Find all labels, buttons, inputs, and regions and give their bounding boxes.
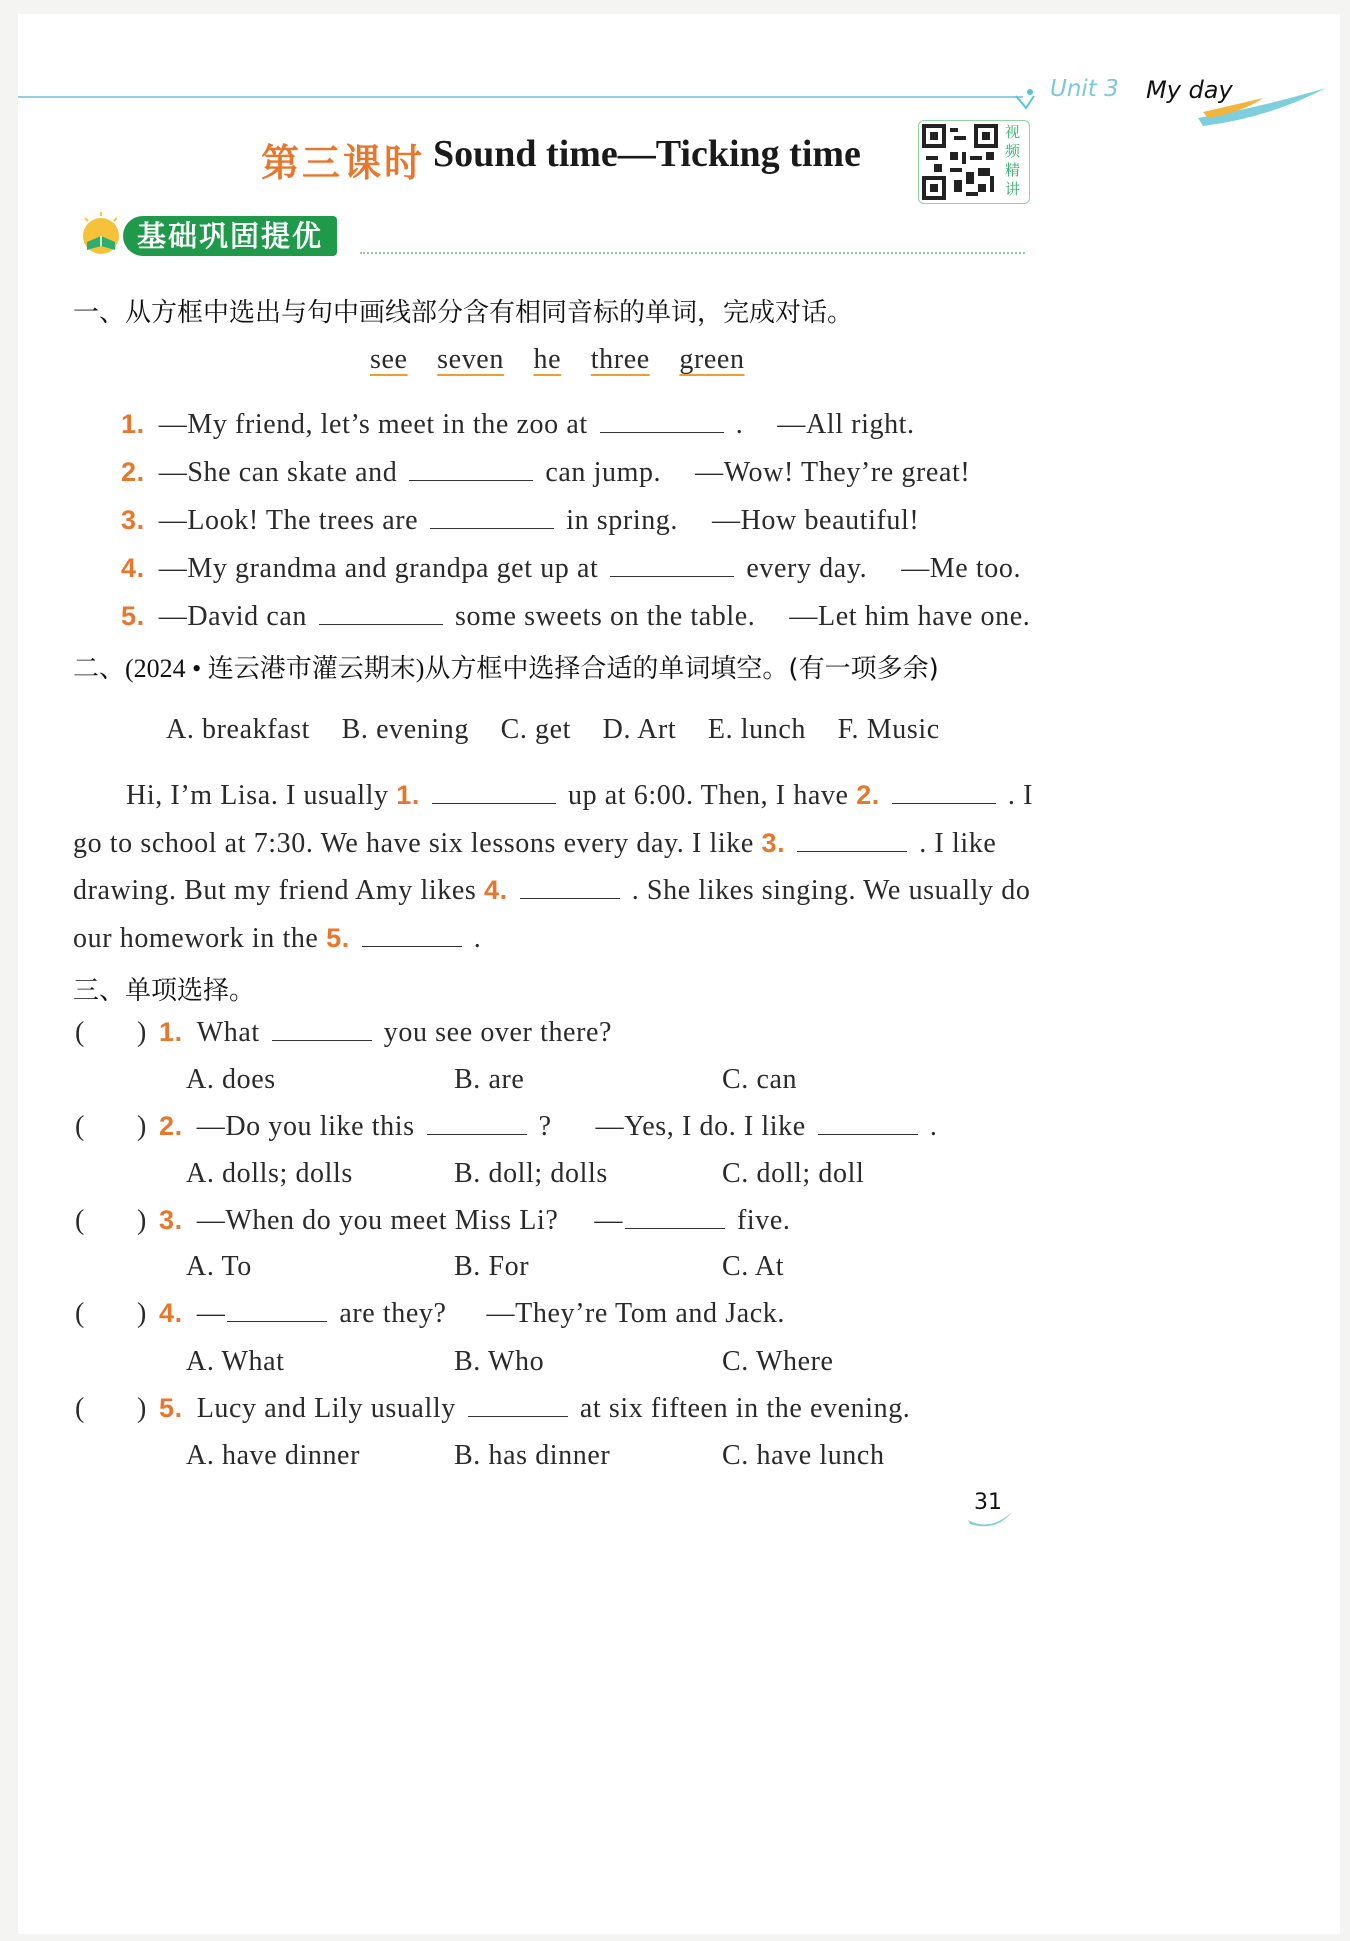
mcq-2-option-a[interactable]: A. dolls; dolls — [186, 1158, 353, 1189]
option-f: F. Music — [837, 714, 940, 745]
answer-paren[interactable]: ( ) — [75, 1111, 147, 1142]
question-text: you see over there? — [383, 1017, 613, 1048]
item-prompt-end: in spring. — [566, 505, 678, 536]
item-number: 2. — [121, 457, 145, 487]
passage-text: Hi, I’m Lisa. I usually — [126, 780, 389, 811]
item-response: —All right. — [777, 409, 915, 440]
answer-blank[interactable] — [625, 1206, 725, 1229]
word-green: green — [679, 344, 745, 375]
item-prompt: —She can skate and — [158, 457, 398, 488]
answer-blank-4[interactable] — [520, 876, 620, 899]
item-response: —Wow! They’re great! — [695, 457, 971, 488]
question-number: 3. — [159, 1205, 183, 1235]
unit-label: Unit 3 — [1050, 76, 1119, 102]
answer-paren[interactable]: ( ) — [75, 1205, 147, 1236]
question-number: 2. — [159, 1111, 183, 1141]
item-prompt-end: some sweets on the table. — [455, 601, 756, 632]
item-prompt: —David can — [158, 601, 308, 632]
word-box — [370, 344, 745, 376]
mcq-1-option-a[interactable]: A. does — [186, 1064, 276, 1095]
passage-text: up at 6:00. Then, I have — [567, 780, 849, 811]
mcq-1-option-b[interactable]: B. are — [454, 1064, 525, 1095]
lesson-label: 第三课时 — [261, 143, 426, 185]
answer-blank-5[interactable] — [362, 924, 462, 947]
question-text: What — [196, 1017, 260, 1048]
qr-code-icon — [922, 124, 998, 200]
mcq-3-option-a[interactable]: A. To — [186, 1251, 252, 1282]
passage-line-1 — [126, 780, 1033, 812]
question-text: — — [196, 1298, 226, 1329]
question-text: are they? — [339, 1298, 447, 1329]
blank-number: 3. — [761, 828, 786, 858]
question-text: —When do you meet Miss Li? — [196, 1205, 559, 1236]
question-text: at six fifteen in the evening. — [579, 1393, 911, 1424]
answer-blank[interactable] — [600, 410, 724, 433]
answer-blank[interactable] — [227, 1299, 327, 1322]
qr-code[interactable] — [918, 120, 1030, 204]
question-number: 1. — [159, 1017, 183, 1047]
item-prompt-end: . — [735, 409, 744, 440]
item-number: 1. — [121, 409, 145, 439]
qr-side-text: 视 频 精 讲 — [1005, 123, 1021, 198]
response-text: — — [594, 1205, 623, 1236]
answer-paren[interactable]: ( ) — [75, 1298, 147, 1329]
mcq-3 — [75, 1205, 791, 1237]
answer-blank[interactable] — [409, 458, 533, 481]
section3-heading: 三、单项选择。 — [73, 976, 256, 1006]
mcq-1-option-c[interactable]: C. can — [722, 1064, 798, 1095]
mcq-5-option-c[interactable]: C. have lunch — [722, 1440, 885, 1471]
option-a: A. breakfast — [166, 714, 311, 745]
page-title: Sound time—Ticking time — [433, 133, 861, 175]
item-number: 5. — [121, 601, 145, 631]
item-response: —Let him have one. — [789, 601, 1031, 632]
question-text: —Do you like this — [196, 1111, 415, 1142]
answer-blank[interactable] — [319, 602, 443, 625]
passage-text: . She likes singing. We usually do — [631, 875, 1031, 906]
answer-blank-2[interactable] — [892, 781, 996, 804]
item-response: —How beautiful! — [712, 505, 920, 536]
answer-blank[interactable] — [427, 1112, 527, 1135]
header-rule — [18, 96, 1023, 98]
item-number: 3. — [121, 505, 145, 535]
passage-line-2 — [73, 828, 996, 860]
passage-text: . — [473, 923, 482, 954]
answer-blank[interactable] — [272, 1018, 372, 1041]
page-number: 31 — [974, 1490, 1002, 1515]
s1-item-5 — [121, 601, 1030, 633]
item-prompt: —My friend, let’s meet in the zoo at — [158, 409, 588, 440]
response-text: —Yes, I do. I like — [595, 1111, 806, 1142]
passage-text: go to school at 7:30. We have six lessons every day. I like — [73, 828, 754, 859]
answer-blank-1[interactable] — [432, 781, 556, 804]
mcq-4-option-c[interactable]: C. Where — [722, 1346, 834, 1377]
passage-line-4 — [73, 923, 481, 955]
banner-label: 基础巩固提优 — [123, 216, 337, 256]
mcq-5 — [75, 1393, 910, 1425]
passage-text: drawing. But my friend Amy likes — [73, 875, 477, 906]
passage-text: . I — [1007, 780, 1034, 811]
blank-number: 1. — [396, 780, 420, 810]
answer-blank[interactable] — [610, 554, 734, 577]
page-corner-swoosh-icon — [966, 1510, 1016, 1532]
mcq-5-option-b[interactable]: B. has dinner — [454, 1440, 611, 1471]
word-he: he — [533, 344, 562, 375]
item-prompt-end: can jump. — [545, 457, 662, 488]
section2-source: 二、(2024 • 连云港市灌云期末) — [73, 654, 425, 683]
mcq-3-option-b[interactable]: B. For — [454, 1251, 530, 1282]
item-prompt: —Look! The trees are — [158, 505, 419, 536]
word-three: three — [590, 344, 650, 375]
blank-number: 5. — [326, 923, 350, 953]
item-prompt-end: every day. — [746, 553, 868, 584]
response-text: —They’re Tom and Jack. — [486, 1298, 785, 1329]
mcq-4-option-b[interactable]: B. Who — [454, 1346, 545, 1377]
option-box — [166, 714, 940, 746]
item-response: —Me too. — [901, 553, 1022, 584]
section-banner — [73, 216, 358, 256]
mcq-1 — [75, 1017, 612, 1049]
option-b: B. evening — [341, 714, 469, 745]
option-c: C. get — [500, 714, 572, 745]
mcq-2-option-c[interactable]: C. doll; doll — [722, 1158, 865, 1189]
mcq-3-option-c[interactable]: C. At — [722, 1251, 785, 1282]
item-number: 4. — [121, 553, 145, 583]
section2-heading — [73, 648, 939, 685]
answer-blank[interactable] — [468, 1394, 568, 1417]
word-seven: seven — [437, 344, 504, 375]
passage-line-3 — [73, 875, 1030, 907]
item-prompt: —My grandma and grandpa get up at — [158, 553, 599, 584]
response-text: . — [929, 1111, 938, 1142]
question-number: 5. — [159, 1393, 183, 1423]
mcq-4-option-a[interactable]: A. What — [186, 1346, 285, 1377]
word-see: see — [370, 344, 408, 375]
worksheet-page — [18, 14, 1340, 1934]
question-number: 4. — [159, 1298, 183, 1328]
option-d: D. Art — [602, 714, 677, 745]
section1-heading: 一、从方框中选出与句中画线部分含有相同音标的单词，完成对话。 — [73, 298, 854, 328]
blank-number: 2. — [856, 780, 880, 810]
s1-item-2 — [121, 457, 970, 489]
passage-text: . I like — [919, 828, 997, 859]
mcq-5-option-a[interactable]: A. have dinner — [186, 1440, 361, 1471]
mcq-2 — [75, 1111, 937, 1143]
question-text: ? — [538, 1111, 552, 1142]
answer-paren[interactable]: ( ) — [75, 1393, 147, 1424]
s1-item-3 — [121, 505, 919, 537]
section2-instruction: 从方框中选择合适的单词填空。(有一项多余) — [424, 654, 939, 684]
mcq-4 — [75, 1298, 785, 1330]
response-text: five. — [736, 1205, 791, 1236]
option-e: E. lunch — [707, 714, 806, 745]
s1-item-1 — [121, 409, 915, 441]
question-text: Lucy and Lily usually — [196, 1393, 456, 1424]
mcq-2-option-b[interactable]: B. doll; dolls — [454, 1158, 608, 1189]
answer-paren[interactable]: ( ) — [75, 1017, 147, 1048]
blank-number: 4. — [484, 875, 508, 905]
unit-title: My day — [1146, 76, 1233, 104]
answer-blank-3[interactable] — [797, 829, 907, 852]
answer-blank[interactable] — [430, 506, 554, 529]
passage-text: our homework in the — [73, 923, 319, 954]
answer-blank[interactable] — [818, 1112, 918, 1135]
banner-dotted-rule — [360, 252, 1025, 254]
s1-item-4 — [121, 553, 1021, 585]
